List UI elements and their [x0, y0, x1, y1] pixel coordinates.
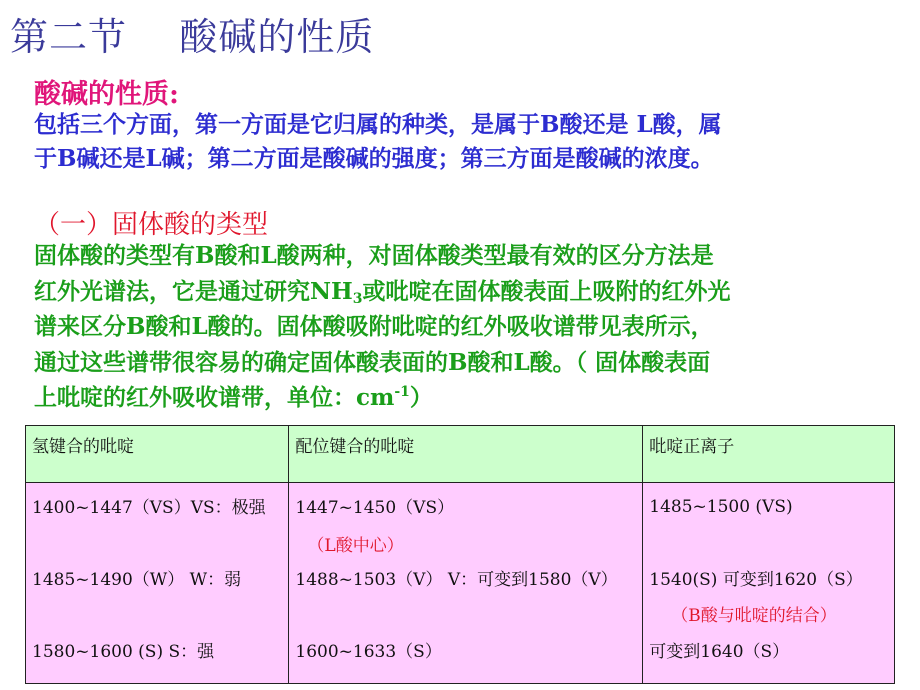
- band-note: （L酸中心）: [307, 536, 404, 556]
- header-pyridinium: 吡啶正离子: [643, 426, 895, 483]
- section2-line-2: [34, 274, 894, 310]
- band-value: 1485~1490（W） W：弱: [32, 570, 242, 590]
- section2-line-2-post: 或吡啶在固体酸表面上吸附的红外光: [362, 277, 731, 305]
- section2-line-5-pre: 上吡啶的红外吸收谱带，单位：cm: [34, 384, 395, 411]
- header-hydrogen-bonded: 氢键合的吡啶: [26, 426, 289, 483]
- section2-line-3: 谱来区分B酸和L酸的。固体酸吸附吡啶的红外吸收谱带见表所示，: [34, 313, 714, 340]
- section2-line-1: 固体酸的类型有B酸和L酸两种，对固体酸类型最有效的区分方法是: [34, 242, 714, 269]
- band-value: 可变到1640（S）: [649, 642, 790, 662]
- section2-body: [34, 238, 894, 416]
- cell-pyridinium: [643, 483, 895, 684]
- band-value: 1485~1500 (VS): [649, 497, 793, 517]
- band-value: 1400~1447（VS）VS：极强: [32, 498, 266, 518]
- section1-line-2: 于B碱还是L碱；第二方面是酸碱的强度；第三方面是酸碱的浓度。: [34, 145, 714, 172]
- band-value: 1580~1600 (S) S：强: [32, 642, 215, 662]
- section2-line-5: [34, 380, 894, 416]
- cell-hydrogen-bonded: [26, 483, 289, 684]
- section2-heading: （一）固体酸的类型: [34, 210, 269, 240]
- band-value: 1447~1450（VS）: [295, 498, 455, 518]
- section2-line-4: 通过这些谱带很容易的确定固体酸表面的B酸和L酸。（ 固体酸表面: [34, 348, 711, 376]
- ir-bands-table: [25, 425, 895, 684]
- section1-heading: 酸碱的性质:: [34, 79, 179, 110]
- band-note: （B酸与吡啶的结合）: [671, 606, 837, 626]
- unit-superscript: -1: [394, 384, 410, 400]
- band-value: 1540(S) 可变到1620（S）: [649, 570, 863, 590]
- nh3-subscript: 3: [352, 290, 363, 307]
- header-coordinated: 配位键合的吡啶: [289, 426, 643, 483]
- band-value: 1488~1503（V） V：可变到1580（V）: [295, 570, 618, 590]
- page-title: 第二节 酸碱的性质: [10, 15, 375, 59]
- band-value: 1600~1633（S）: [295, 642, 442, 662]
- table-header-row: [26, 426, 895, 483]
- cell-coordinated: [289, 483, 643, 684]
- section2-line-5-post: ）: [409, 384, 433, 411]
- section2-line-2-pre: 红外光谱法，它是通过研究NH: [34, 277, 353, 305]
- section1-line-1: 包括三个方面，第一方面是它归属的种类，是属于B酸还是 L酸，属: [34, 111, 722, 138]
- table-row: [26, 483, 895, 684]
- section1-body: [34, 108, 894, 176]
